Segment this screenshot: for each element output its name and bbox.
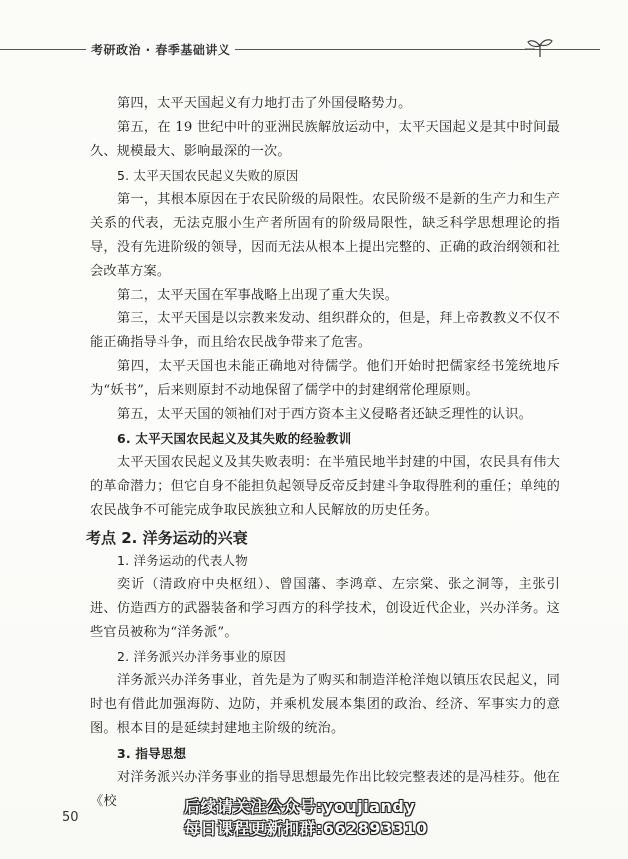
paragraph: 第四，太平天国也未能正确地对待儒学。他们开始时把儒家经书笼统地斥为“妖书”，后来则原封不动地保留了儒学中的封建纲常伦理原则。 bbox=[90, 358, 560, 398]
body-text-part1 bbox=[90, 92, 560, 523]
paragraph: 第二，太平天国在军事战略上出现了重大失误。 bbox=[117, 287, 399, 303]
section-heading: 考点 2. 洋务运动的兴衰 bbox=[86, 529, 248, 547]
watermark-line-1: 后续请关注公众号:youjiandy bbox=[184, 797, 416, 816]
paragraph: 第一，其根本原因在于农民阶级的局限性。农民阶级不是新的生产力和生产关系的代表，无法克服小生产者所固有的阶级局限性，缺乏科学思想理论的指导，没有先进阶级的领导，因而无法从根本上提出完整的、正确的政治纲领和社会改革方案。 bbox=[90, 192, 560, 279]
watermark-text bbox=[184, 796, 444, 840]
paragraph: 太平天国农民起义及其失败表明：在半殖民地半封建的中国，农民具有伟大的革命潜力；但它自身不能担负起领导反帝反封建斗争取得胜利的重任；单纯的农民战争不可能完成争取民族独立和人民解放的历史任务。 bbox=[90, 455, 560, 518]
paragraph: 洋务派兴办洋务事业，首先是为了购买和制造洋枪洋炮以镇压农民起义，同时也有借此加强海防、边防，并乘机发展本集团的政治、经济、军事实力的意图。根本目的是延续封建地主阶级的统治。 bbox=[90, 673, 560, 736]
sprout-icon bbox=[525, 36, 555, 58]
subheading: 1. 洋务运动的代表人物 bbox=[117, 553, 248, 568]
subheading: 6. 太平天国农民起义及其失败的经验教训 bbox=[117, 431, 352, 447]
subheading: 2. 洋务派兴办洋务事业的原因 bbox=[117, 649, 286, 665]
page-number: 50 bbox=[62, 810, 79, 825]
paragraph: 第五，太平天国的领袖们对于西方资本主义侵略者还缺乏理性的认识。 bbox=[117, 406, 533, 422]
paragraph: 第五，在 19 世纪中叶的亚洲民族解放运动中，太平天国起义是其中时间最久、规模最大、影响最深的一次。 bbox=[90, 119, 560, 159]
body-text-part2 bbox=[90, 548, 560, 813]
paragraph: 第三，太平天国是以宗教来发动、组织群众的，但是，拜上帝教教义不仅不能正确指导斗争，而且给农民战争带来了危害。 bbox=[90, 311, 560, 351]
subheading: 3. 指导思想 bbox=[117, 745, 187, 761]
paragraph: 奕䜣（清政府中央枢纽）、曾国藩、李鸿章、左宗棠、张之洞等，主张引进、仿造西方的武器装备和学习西方的科学技术，创设近代企业，兴办洋务。这些官员被称为“洋务派”。 bbox=[90, 577, 560, 640]
header-title: 考研政治 · 春季基础讲义 bbox=[86, 41, 235, 58]
watermark-line-2: 每日课程更新扣群:662893310 bbox=[184, 819, 428, 838]
subheading: 5. 太平天国农民起义失败的原因 bbox=[117, 168, 299, 184]
running-header bbox=[0, 36, 628, 62]
paragraph: 对洋务派兴办洋务事业的指导思想最先作出比较完整表述的是冯桂芬。他在《校 bbox=[90, 769, 560, 809]
paragraph: 第四，太平天国起义有力地打击了外国侵略势力。 bbox=[117, 96, 412, 111]
